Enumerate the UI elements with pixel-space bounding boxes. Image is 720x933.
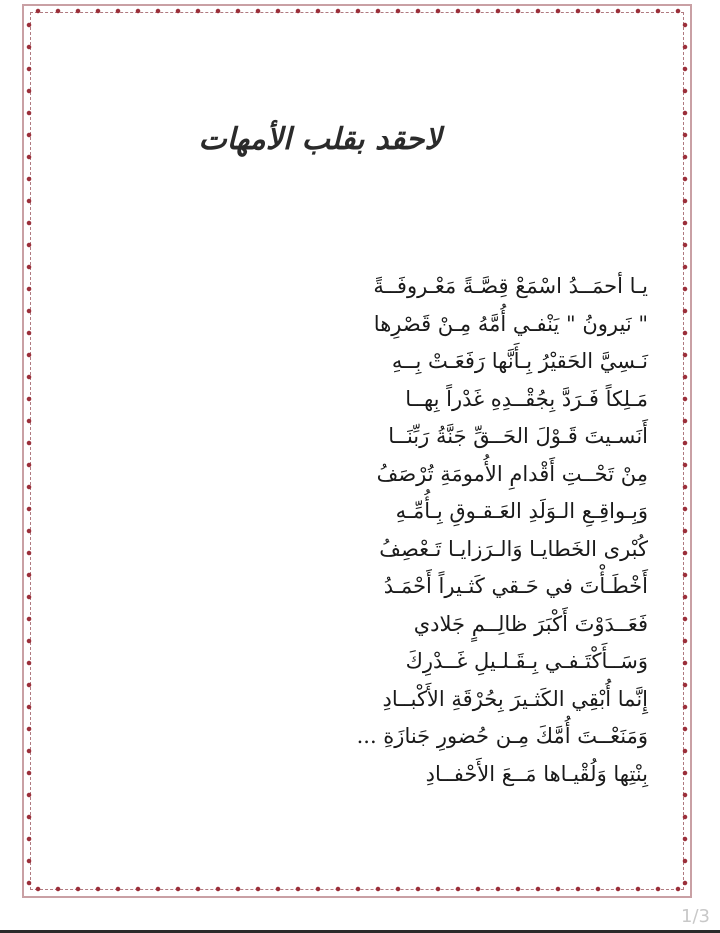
poem-line: وَسَــأَكْتَـفـي بِـقَـلـيلِ غَــدْرِكَ xyxy=(405,649,648,673)
poem-line: بِنْتِها وَلُقْيـاها مَــعَ الأَحْفــادِ xyxy=(425,761,648,786)
page-indicator: 1/3 xyxy=(681,906,710,927)
poem-line: وَمَنَعْــتَ أُمَّكَ مِـن حُضورِ جَنازَةِ ... xyxy=(356,724,648,748)
poem-line: يـا أحمَــدُ اسْمَعْ قِصَّـةً مَعْـروفَــةً xyxy=(373,274,648,298)
poem-line: كُبْرى الخَطايـا وَالـرَزايـا تَـعْصِفُ xyxy=(379,536,648,561)
border-dots-bottom xyxy=(28,884,686,894)
poem-line: فَعَــدَوْتَ أَكْبَرَ ظالِــمٍ جَلادي xyxy=(413,611,648,636)
poem-line: " نَيرونُ " يَنْفـي أُمَّهُ مِـنْ قَصْرِها xyxy=(373,311,648,336)
poem-line: إِنَّما أُبْقِي الكَثـيرَ بِحُرْقَةِ الأَكْبــادِ xyxy=(382,686,648,711)
poem-line: مَـلِكاً فَـرَدَّ بِجُقْــدِهِ غَدْراً بِهــا xyxy=(405,386,648,411)
poem-line: وَبِـواقِـعِ الـوَلَدِ العَـقـوقِ بِـأُمِّـهِ xyxy=(395,499,648,523)
poem-line: نَـسِيَّ الحَقيْرُ بِـأَنَّها رَفَعَـتْ بِــهِ xyxy=(391,349,648,373)
poem-lines xyxy=(100,268,648,793)
poem-line: أَنَسـيتَ قَـوْلَ الحَــقِّ جَنَّةُ رَبِّنَــا xyxy=(388,424,648,448)
poem-title: لاحقد بقلب الأمهات xyxy=(198,122,442,157)
poem-line: أَخْطَـأْتَ في حَـقي كَثـيراً أَحْمَـدُ xyxy=(383,574,648,598)
border-dots-right xyxy=(680,14,690,888)
poem-line: مِنْ تَحْــتِ أَقْدامِ الأُمومَةِ تُرْصَفُ xyxy=(376,461,648,486)
border-dots-left xyxy=(24,14,34,888)
border-dots-top xyxy=(28,6,686,16)
